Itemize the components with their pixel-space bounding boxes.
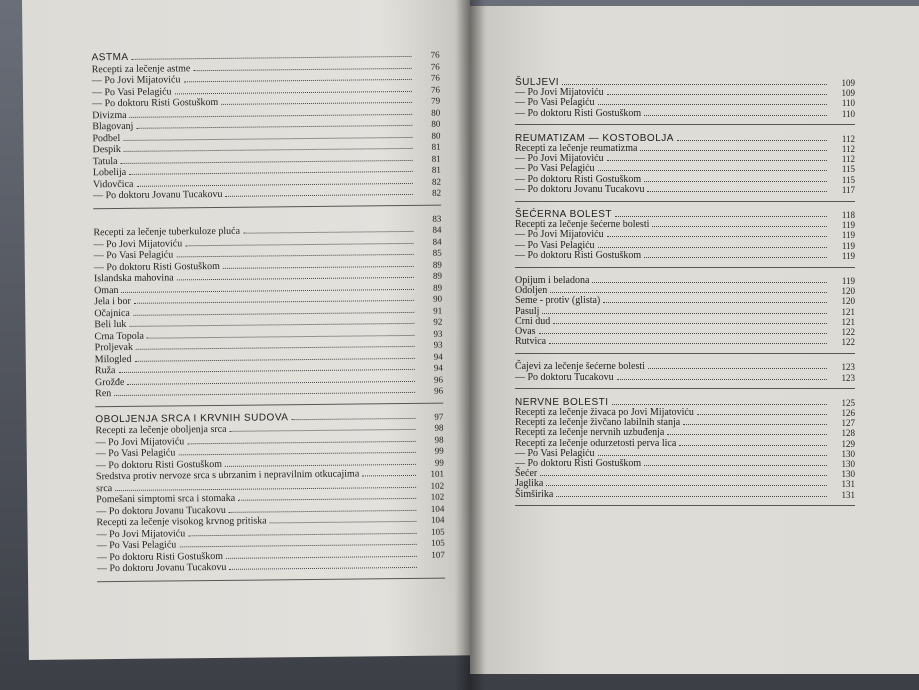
toc-page-number: 94 xyxy=(433,362,443,373)
toc-page-number: 76 xyxy=(430,84,441,95)
toc-page-number: 109 xyxy=(841,88,855,99)
toc-entry-label: — Po Vasi Pelagiću xyxy=(95,447,176,460)
section-rule xyxy=(515,124,855,125)
toc-page-number: 130 xyxy=(841,469,855,480)
toc-leader-dots xyxy=(270,521,417,524)
toc-leader-dots xyxy=(546,485,827,486)
toc-entry-label: Recepti za lečenje reumatizma xyxy=(515,143,638,154)
toc-entry-label: Recepti za lečenje odurzetosti perva lica xyxy=(515,437,677,449)
toc-page-number: 96 xyxy=(434,385,444,396)
toc-page-number: 115 xyxy=(841,174,855,185)
toc-page-number: 112 xyxy=(841,154,855,165)
toc-entry-label: Blagovanj xyxy=(92,120,134,133)
toc-page-number: 130 xyxy=(841,448,855,459)
toc-entry-label: — Po doktoru Risti Gostuškom xyxy=(92,96,219,110)
toc-page-number: 76 xyxy=(430,72,440,83)
toc-page-number: 122 xyxy=(841,327,855,337)
toc-page-number: 121 xyxy=(841,316,855,327)
section-rule xyxy=(515,505,855,506)
toc-page-number: 82 xyxy=(431,176,441,187)
toc-leader-dots xyxy=(598,170,827,171)
toc-entry-label: Recepti za lečenje šećerne bolesti xyxy=(515,219,650,231)
toc-entry-label: — Po Vasi Pelagiću xyxy=(515,239,595,251)
toc-entry-label: Crna Topola xyxy=(94,330,144,342)
toc-entry-label: ŠEĆERNA BOLEST xyxy=(515,209,613,220)
toc-leader-dots xyxy=(362,475,416,477)
toc-page-number: 130 xyxy=(841,459,855,469)
toc-entry-label: Šećer xyxy=(515,468,538,480)
toc-entry-label: Milogled xyxy=(94,353,132,365)
toc-entry xyxy=(515,107,855,119)
toc-entry-label: Šimširika xyxy=(515,488,554,500)
toc-page-number: 119 xyxy=(841,230,855,241)
toc-leader-dots xyxy=(677,140,827,141)
toc-leader-dots xyxy=(644,181,827,182)
toc-leader-dots xyxy=(683,424,827,425)
toc-page-number: 123 xyxy=(841,372,855,383)
toc-entry-label: — Po doktoru Jovanu Tucakovu xyxy=(96,504,226,517)
toc-leader-dots xyxy=(193,67,411,70)
toc-page-number: 120 xyxy=(841,286,855,297)
toc-page-number: 96 xyxy=(433,374,444,385)
section-rule xyxy=(93,204,441,209)
toc-leader-dots xyxy=(221,102,412,105)
toc-page-number: 80 xyxy=(431,130,441,141)
toc-entry-label: ŠULJEVI xyxy=(515,77,560,88)
toc-page-number: 84 xyxy=(432,236,442,247)
toc-entry-label: Seme - protiv (glista) xyxy=(515,295,601,307)
toc-leader-dots xyxy=(243,231,413,234)
toc-entry xyxy=(515,249,855,261)
toc-page-number: 81 xyxy=(431,153,441,164)
toc-page-number: 115 xyxy=(841,164,855,175)
toc-page-number: 126 xyxy=(841,408,855,418)
toc-page-number: 93 xyxy=(433,328,443,339)
toc-leader-dots xyxy=(644,257,827,258)
toc-page-number: 131 xyxy=(841,489,855,500)
toc-leader-dots xyxy=(640,150,827,151)
toc-entry-label: — Po doktoru Jovanu Tucakovu xyxy=(515,183,645,195)
toc-entry-label: Islandska mahovina xyxy=(93,272,174,285)
toc-leader-dots xyxy=(562,84,827,85)
toc-page-number: 102 xyxy=(430,491,445,502)
toc-entry-label: — Po doktoru Risti Gostuškom xyxy=(515,173,642,185)
toc-page-number: 104 xyxy=(430,514,445,525)
toc-entry-label: — Po Jovi Mijatoviću xyxy=(95,435,185,448)
toc-page-number: 102 xyxy=(430,480,445,491)
toc-page-number: 98 xyxy=(434,434,444,445)
toc-page-number: 122 xyxy=(841,337,855,348)
book-gutter-shadow xyxy=(455,0,485,690)
toc-page-number: 110 xyxy=(841,98,855,109)
left-toc xyxy=(91,48,445,575)
toc-page-number: 119 xyxy=(841,250,855,261)
toc-entry-label: — Po doktoru Tucakovu xyxy=(515,371,614,383)
toc-page-number: 107 xyxy=(431,549,445,560)
toc-entry-label: — Po Jovi Mijatoviću xyxy=(515,229,604,241)
toc-leader-dots xyxy=(644,115,827,116)
toc-entry xyxy=(515,335,855,347)
toc-page-number: 123 xyxy=(841,362,855,373)
toc-leader-dots xyxy=(617,379,827,380)
toc-leader-dots xyxy=(652,226,827,227)
toc-page-number: 89 xyxy=(432,282,443,293)
toc-entry-label: Proljevak xyxy=(94,341,134,354)
left-page xyxy=(22,0,477,660)
toc-entry-label: — Po Jovi Mijatoviću xyxy=(91,74,181,87)
toc-entry-label: REUMATIZAM — KOSTOBOLJA xyxy=(515,132,674,144)
toc-entry-label: Recepti za lečenje nervnih uzbuđenja xyxy=(515,427,665,439)
toc-entry xyxy=(515,371,855,383)
toc-entry-label: OBOLJENJA SRCA I KRVNIH SUDOVA xyxy=(95,411,289,425)
toc-entry-label: — Po doktoru Risti Gostuškom xyxy=(515,107,642,119)
toc-leader-dots xyxy=(648,368,827,369)
toc-leader-dots xyxy=(603,302,827,303)
toc-page-number: 112 xyxy=(841,133,855,144)
toc-entry-label: Oman xyxy=(93,284,119,296)
toc-entry-label: Pomešani simptomi srca i stomaka xyxy=(96,492,236,506)
toc-leader-dots xyxy=(539,333,827,334)
toc-leader-dots xyxy=(226,555,417,558)
toc-leader-dots xyxy=(556,496,827,497)
toc-page-number: 128 xyxy=(841,428,855,439)
toc-entry xyxy=(515,183,855,195)
toc-page-number: 131 xyxy=(841,479,855,490)
toc-entry-label: Ruža xyxy=(94,365,116,377)
toc-leader-dots xyxy=(230,429,416,432)
toc-entry-label: Jaglika xyxy=(515,478,544,490)
right-page xyxy=(470,6,919,674)
toc-page-number: 121 xyxy=(841,306,855,317)
toc-leader-dots xyxy=(615,216,827,217)
toc-page-number: 81 xyxy=(431,141,441,152)
section-rule xyxy=(515,353,855,354)
section-rule xyxy=(95,402,443,407)
toc-leader-dots xyxy=(598,247,827,248)
toc-page-number: 84 xyxy=(432,224,442,235)
toc-leader-dots xyxy=(550,292,827,293)
toc-leader-dots xyxy=(223,265,414,268)
toc-entry-label: — Po Vasi Pelagiću xyxy=(91,85,172,98)
toc-page-number: 98 xyxy=(434,422,444,433)
toc-leader-dots xyxy=(697,414,827,415)
toc-entry-label: — Po Jovi Mijatoviću xyxy=(515,153,604,165)
toc-leader-dots xyxy=(598,104,827,105)
toc-entry-label: — Po Jovi Mijatoviću xyxy=(515,87,604,99)
toc-entry-label: Recepti za lečenje živaca po Jovi Mijatoviću xyxy=(515,407,694,418)
toc-leader-dots xyxy=(540,475,827,476)
toc-leader-dots xyxy=(542,313,827,314)
toc-page-number: 81 xyxy=(431,164,441,175)
toc-entry-label: Opijum i beladona xyxy=(515,275,590,286)
toc-leader-dots xyxy=(607,94,827,95)
toc-page-number: 127 xyxy=(841,418,855,429)
toc-page-number: 112 xyxy=(841,144,855,154)
toc-page-number: 79 xyxy=(431,95,441,106)
toc-entry-label: — Po doktoru Jovanu Tucakovu xyxy=(96,561,227,575)
toc-leader-dots xyxy=(553,323,827,324)
toc-page-number: 91 xyxy=(433,305,443,316)
toc-page-number: 97 xyxy=(434,411,444,422)
toc-leader-dots xyxy=(549,343,827,344)
toc-leader-dots xyxy=(644,465,827,466)
section-rule xyxy=(515,201,855,202)
toc-page-number: 99 xyxy=(434,457,444,468)
toc-entry-label: — Po Vasi Pelagiću xyxy=(96,539,177,552)
toc-entry-label: Tatula xyxy=(92,155,118,167)
toc-entry-label: Grožđe xyxy=(94,376,125,388)
toc-entry-label: Crni dud xyxy=(515,315,551,327)
toc-page-number: 117 xyxy=(841,184,855,195)
toc-entry-label: Recepti za lečenje oboljenja srca xyxy=(95,423,227,437)
toc-entry-label: Recepti za lečenje živčano labilnih stanja xyxy=(515,417,681,429)
toc-entry xyxy=(515,488,855,500)
toc-leader-dots xyxy=(607,160,827,161)
toc-page-number: 99 xyxy=(434,445,444,456)
toc-entry-label: Odoljen xyxy=(515,285,548,297)
toc-entry-label: — Po Vasi Pelagiću xyxy=(515,447,595,459)
toc-entry-label: Recepti za lečenje tuberkuloze pluća xyxy=(93,225,241,239)
toc-entry-label: Ren xyxy=(95,388,112,400)
toc-page-number: 89 xyxy=(432,259,442,270)
toc-page-number: 93 xyxy=(433,339,443,350)
toc-entry-label: — Po doktoru Jovanu Tucakovu xyxy=(92,188,223,202)
toc-entry-label: Recepti za lečenje astme xyxy=(91,62,191,75)
toc-page-number: 82 xyxy=(431,187,442,198)
toc-page-number: 105 xyxy=(431,526,445,537)
toc-entry-label: Vidovčica xyxy=(92,178,134,190)
toc-entry-label: Rutvica xyxy=(515,336,547,348)
toc-page-number: 119 xyxy=(841,276,855,286)
toc-entry-label: Ovas xyxy=(515,326,536,337)
toc-page-number: 120 xyxy=(841,296,855,307)
toc-page-number: 101 xyxy=(430,468,445,479)
toc-leader-dots xyxy=(225,463,416,466)
toc-page-number: 109 xyxy=(841,78,855,88)
section-rule xyxy=(515,388,855,389)
toc-page-number: 119 xyxy=(841,220,855,231)
toc-page-number: 76 xyxy=(430,61,440,72)
toc-leader-dots xyxy=(226,194,414,197)
toc-page-number: 94 xyxy=(433,351,443,362)
toc-entry xyxy=(97,559,445,575)
toc-leader-dots xyxy=(612,404,827,405)
toc-entry xyxy=(95,384,443,400)
toc-entry-label: — Po Jovi Mijatoviću xyxy=(93,237,183,250)
toc-entry-label: — Po Vasi Pelagiću xyxy=(515,163,595,175)
toc-entry-label: — Po doktoru Risti Gostuškom xyxy=(93,260,220,273)
toc-entry-label: Recepti za lečenje visokog krvnog pritiska xyxy=(96,515,267,529)
toc-page-number: 80 xyxy=(431,107,441,118)
toc-entry-label: Pasulj xyxy=(515,305,540,317)
toc-entry-label: Očajnica xyxy=(94,307,130,319)
toc-entry-label: Sredstva protiv nervoze srca s ubrzanim i nepravilnim otkucajima xyxy=(95,468,360,483)
toc-entry-label: — Po doktoru Risti Gostuškom xyxy=(96,550,224,563)
toc-page-number: 80 xyxy=(431,118,441,129)
toc-entry-label: Jela i bor xyxy=(94,295,131,308)
toc-entry-label: — Po Jovi Mijatoviću xyxy=(96,527,186,540)
toc-page-number: 90 xyxy=(433,293,443,304)
toc-entry-label: Čajevi za lečenje šećerne bolesti xyxy=(515,361,645,373)
section-rule xyxy=(515,267,855,268)
toc-leader-dots xyxy=(679,445,827,446)
toc-page-number: 125 xyxy=(841,397,855,408)
toc-page-number: 85 xyxy=(432,247,442,258)
toc-page-number: 104 xyxy=(430,503,445,514)
toc-page-number: 83 xyxy=(432,213,442,224)
toc-page-number: 89 xyxy=(432,270,442,281)
toc-entry-label: Podbel xyxy=(92,132,121,144)
toc-page-number: 105 xyxy=(431,537,445,548)
section-rule xyxy=(97,577,445,582)
toc-entry-label: — Po Vasi Pelagiću xyxy=(93,249,174,262)
toc-entry-label: — Po doktoru Risti Gostuškom xyxy=(95,458,223,471)
toc-leader-dots xyxy=(598,455,827,456)
toc-leader-dots xyxy=(238,498,416,501)
toc-page-number: 118 xyxy=(841,210,855,220)
toc-entry-label: Beli luk xyxy=(94,318,127,331)
toc-leader-dots xyxy=(291,417,415,419)
toc-entry-label: Divizma xyxy=(92,109,127,121)
toc-page-number: 110 xyxy=(841,108,855,119)
toc-entry-label: srca xyxy=(96,482,113,494)
toc-leader-dots xyxy=(229,509,417,512)
toc-leader-dots xyxy=(607,236,827,237)
toc-entry-label: Despik xyxy=(92,143,121,156)
toc-entry-label: — Po doktoru Risti Gostuškom xyxy=(515,458,642,469)
toc-page-number: 76 xyxy=(430,49,440,60)
toc-page-number: 92 xyxy=(433,316,443,327)
toc-entry-label: — Po doktoru Risti Gostuškom xyxy=(515,249,642,261)
toc-entry xyxy=(93,186,441,202)
toc-entry-label: NERVNE BOLESTI xyxy=(515,396,609,408)
toc-leader-dots xyxy=(592,282,827,283)
toc-page-number: 129 xyxy=(841,438,855,449)
toc-leader-dots xyxy=(647,191,827,192)
toc-leader-dots xyxy=(114,392,415,396)
toc-leader-dots xyxy=(667,434,827,435)
toc-entry-label: Lobelija xyxy=(92,166,127,179)
toc-entry-label: — Po Vasi Pelagiću xyxy=(515,97,595,109)
toc-leader-dots xyxy=(229,567,417,570)
toc-page-number: 119 xyxy=(841,240,855,251)
toc-entry-label: ASTMA xyxy=(91,51,129,64)
